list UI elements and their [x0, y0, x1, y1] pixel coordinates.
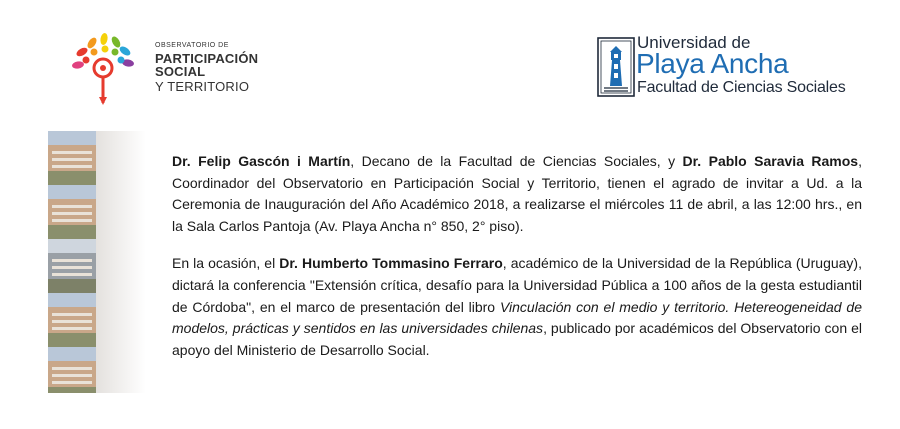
campus-photo: [48, 239, 146, 293]
university-logo: [596, 32, 866, 104]
campus-photo: [48, 347, 146, 393]
speaker-name: Dr. Humberto Tommasino Ferraro: [279, 255, 503, 272]
campus-photo: [48, 293, 146, 347]
logo-left-line2: PARTICIPACIÓN SOCIAL: [155, 51, 259, 79]
dean-name: Dr. Felip Gascón i Martín: [172, 153, 351, 169]
invitation-text: [172, 151, 862, 377]
participation-emblem-icon: [72, 30, 152, 110]
logo-left-line3: Y TERRITORIO: [155, 79, 250, 94]
campus-photo: [48, 131, 146, 185]
logo-left-line1: OBSERVATORIO DE: [155, 42, 229, 49]
campus-photo-strip: [48, 131, 146, 393]
logo-right-line1: Universidad de: [637, 33, 751, 52]
observatorio-logo: [72, 30, 302, 110]
campus-photo: [48, 185, 146, 239]
invitation-paragraph-1: Dr. Felip Gascón i Martín, Decano de la Facultad de Ciencias Sociales, y Dr. Pablo Saravia Ramos, Coordinador del Observatorio en Participación Social y Territorio, tienen el agrado de invitar a Ud. a la Ceremonia de Inauguración del Año Académico 2018, a realizarse el miércoles 11 de abril, a las 12:00 hrs., en la Sala Carlos Pantoja (Av. Playa Ancha n° 850, 2° piso).: [172, 153, 862, 234]
coordinator-name: Dr. Pablo Saravia Ramos: [682, 153, 859, 169]
logo-right-line3: Facultad de Ciencias Sociales: [637, 79, 846, 96]
logo-right-line2: Playa Ancha: [636, 48, 789, 79]
invitation-paragraph-2: En la ocasión, el Dr. Humberto Tommasino Ferraro, académico de la Universidad de la República (Uruguay), dictará la conferencia "Extensión crítica, desafío para la Universidad Pública a 100 años de la gesta estudiantil de Córdoba", en el marco de presentación del libro Vinculación con el medio y territorio. Hetereogeneidad de modelos, prácticas y sentidos en las universidades chilenas, publicado por académicos del Observatorio con el apoyo del Ministerio de Desarrollo Social.: [172, 255, 862, 358]
book-title: Vinculación con el medio y territorio. Hetereogeneidad de modelos, prácticas y sentidos en las universidades chilenas: [172, 298, 862, 337]
lighthouse-icon: [596, 32, 636, 98]
